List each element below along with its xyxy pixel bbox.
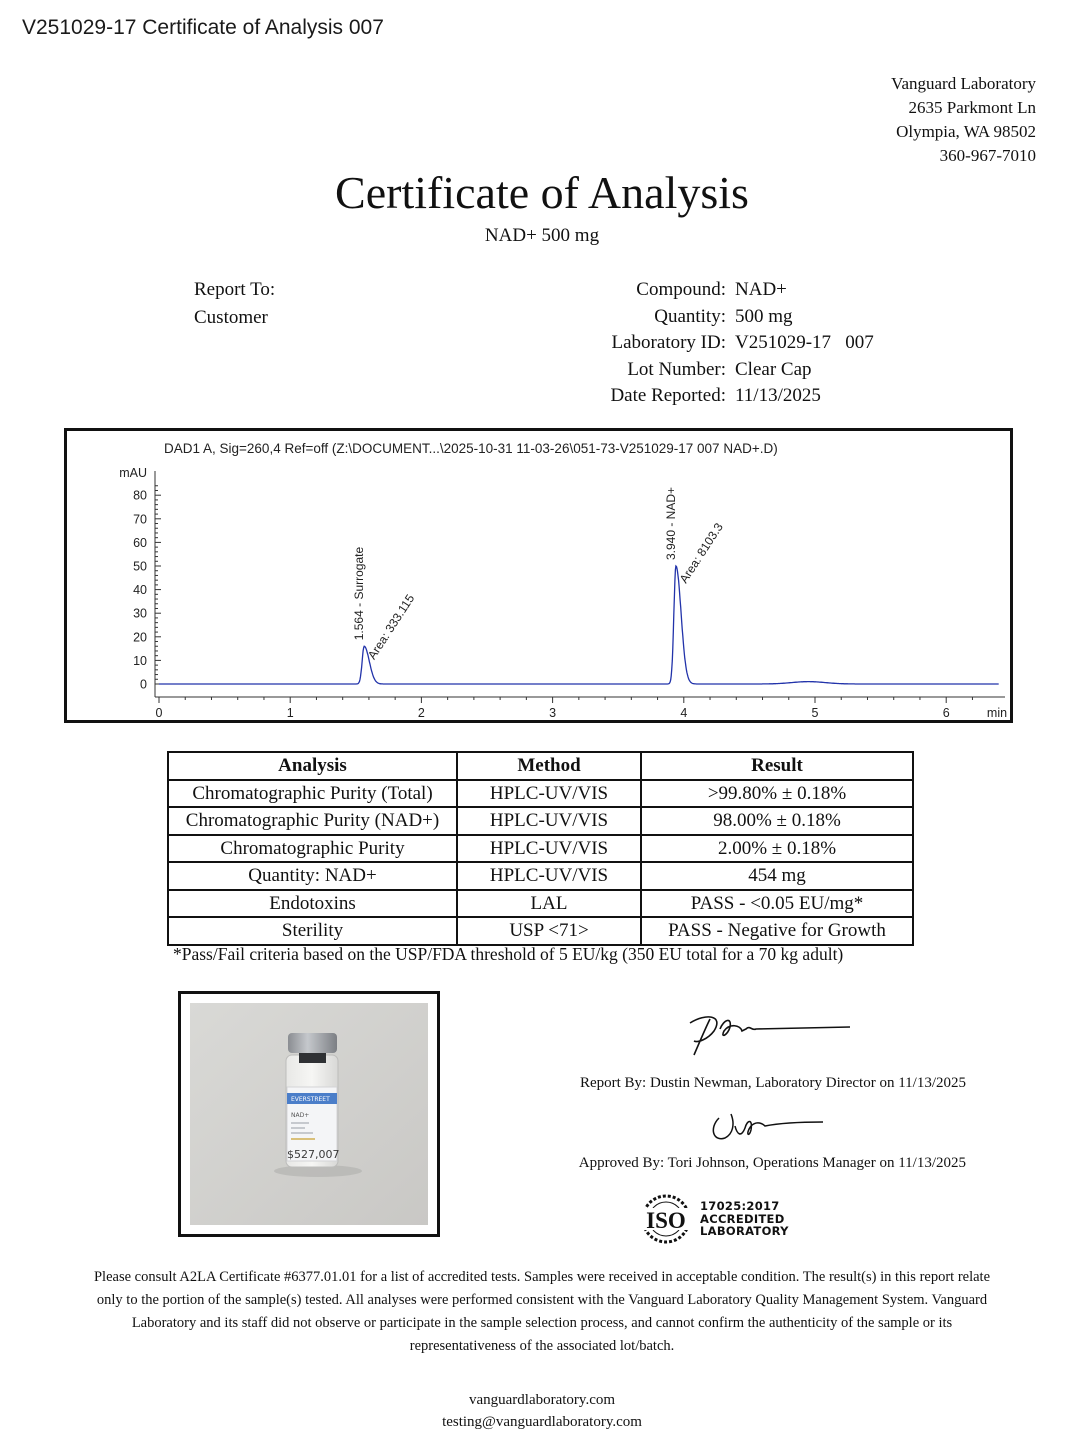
table-cell: Chromatographic Purity (NAD+) xyxy=(168,807,457,835)
x-axis-label: min xyxy=(986,706,1008,720)
peak-label: 1.564 - Surrogate xyxy=(352,546,367,641)
table-cell: HPLC-UV/VIS xyxy=(457,835,641,863)
chart-title: DAD1 A, Sig=260,4 Ref=off (Z:\DOCUMENT...\2025-10-31 11-03-26\051-73-V251029-17 007 NAD+.D) xyxy=(164,441,778,456)
y-tick-label: 70 xyxy=(133,512,147,527)
peak-area-label: Area: 333.115 xyxy=(364,591,418,662)
website-link[interactable]: vanguardlaboratory.com xyxy=(468,1392,616,1408)
table-footnote: *Pass/Fail criteria based on the USP/FDA threshold of 5 EU/kg (350 EU total for a 70 kg adult) xyxy=(173,944,844,964)
info-value: V251029-17 007 xyxy=(735,332,874,353)
table-cell: Sterility xyxy=(168,917,457,945)
vial-product-text: NAD+ xyxy=(291,1112,310,1119)
iso-standard: 17025:2017 xyxy=(700,1199,780,1214)
table-row xyxy=(168,780,913,808)
info-row-lot-number xyxy=(560,357,874,384)
table-cell: >99.80% ± 0.18% xyxy=(641,780,913,808)
y-tick-label: 10 xyxy=(133,653,147,668)
table-cell: Endotoxins xyxy=(168,890,457,918)
table-cell: Quantity: NAD+ xyxy=(168,862,457,890)
report-to-label: Report To: xyxy=(194,279,276,300)
x-tick-label: 6 xyxy=(942,706,950,720)
table-cell: Chromatographic Purity (Total) xyxy=(168,780,457,808)
x-tick-label: 2 xyxy=(417,706,425,720)
table-row xyxy=(168,807,913,835)
y-axis-label: mAU xyxy=(119,466,147,480)
info-value: NAD+ xyxy=(735,279,787,300)
director-signature xyxy=(680,1005,860,1065)
table-row xyxy=(168,890,913,918)
y-tick-label: 40 xyxy=(133,583,147,598)
table-cell: LAL xyxy=(457,890,641,918)
report-to xyxy=(194,276,275,332)
contact-info xyxy=(0,1389,1084,1433)
info-label: Date Reported: xyxy=(610,385,726,406)
y-tick-label: 80 xyxy=(133,488,147,503)
document-title: Certificate of Analysis xyxy=(335,167,749,218)
info-row-date-reported xyxy=(560,383,874,410)
chromatogram-frame xyxy=(64,428,1013,723)
table-cell: Chromatographic Purity xyxy=(168,835,457,863)
info-label: Quantity: xyxy=(654,305,726,327)
table-cell: PASS - <0.05 EU/mg* xyxy=(641,890,913,918)
table-header-row xyxy=(168,752,913,780)
info-value: Clear Cap xyxy=(735,358,812,380)
x-tick-label: 1 xyxy=(286,706,294,720)
window-title: V251029-17 Certificate of Analysis 007 xyxy=(22,16,384,39)
info-label: Compound: xyxy=(636,279,726,300)
iso-text xyxy=(700,1200,789,1238)
table-cell: 454 mg xyxy=(641,862,913,890)
vial-code-text: $527,007 xyxy=(287,1148,340,1161)
results-table xyxy=(167,751,914,946)
lab-name: Vanguard Laboratory xyxy=(891,74,1036,93)
iso-laboratory: LABORATORY xyxy=(700,1224,789,1239)
table-cell: HPLC-UV/VIS xyxy=(457,862,641,890)
chromatogram-trace xyxy=(159,566,999,684)
sample-info xyxy=(560,277,874,410)
iso-logo-text: ISO xyxy=(646,1208,686,1233)
info-value: 500 mg xyxy=(735,305,793,327)
table-row xyxy=(168,917,913,945)
document-subtitle: NAD+ 500 mg xyxy=(484,225,600,246)
y-tick-label: 30 xyxy=(133,606,147,621)
table-row xyxy=(168,835,913,863)
column-header: Method xyxy=(457,752,641,780)
y-tick-label: 20 xyxy=(133,630,147,645)
y-tick-label: 60 xyxy=(133,535,147,550)
lab-phone: 360-967-7010 xyxy=(939,146,1036,165)
manager-signature xyxy=(705,1104,835,1148)
column-header: Result xyxy=(641,752,913,780)
product-vial-photo xyxy=(190,1003,428,1225)
table-cell: PASS - Negative for Growth xyxy=(641,917,913,945)
peak-label: 3.940 - NAD+ xyxy=(663,486,678,560)
product-photo-frame xyxy=(178,991,440,1237)
table-cell: HPLC-UV/VIS xyxy=(457,780,641,808)
disclaimer: Please consult A2LA Certificate #6377.01.01 for a list of accredited tests. Samples were received in acceptable condition. The result(s) in this report relate only to the portion of the sample(s) tested. All analyses were performed consistent with the Vanguard Laboratory Quality Management System. Vanguard Laboratory and its staff did not observe or participate in the sample selection process, and cannot confirm the authenticity of the sample or its representativeness of the associated lot/batch. xyxy=(93,1269,991,1354)
y-tick-label: 0 xyxy=(140,677,147,692)
lab-street: 2635 Parkmont Ln xyxy=(908,98,1036,117)
table-cell: 98.00% ± 0.18% xyxy=(641,807,913,835)
info-row-compound xyxy=(560,277,874,304)
table-row xyxy=(168,862,913,890)
lab-city: Olympia, WA 98502 xyxy=(896,122,1036,141)
iso-logo-icon xyxy=(638,1193,694,1245)
info-value: 11/13/2025 xyxy=(735,385,821,406)
approved-by-line: Approved By: Tori Johnson, Operations Manager on 11/13/2025 xyxy=(578,1155,966,1171)
lab-address xyxy=(891,72,1036,168)
x-tick-label: 3 xyxy=(549,706,557,720)
peak-area-label: Area: 8103.3 xyxy=(676,520,726,586)
info-label: Laboratory ID: xyxy=(611,332,726,353)
info-row-quantity xyxy=(560,304,874,331)
y-tick-label: 50 xyxy=(133,559,147,574)
x-tick-label: 0 xyxy=(155,706,163,720)
report-by-line: Report By: Dustin Newman, Laboratory Director on 11/13/2025 xyxy=(579,1075,966,1091)
iso-accreditation-badge xyxy=(638,1193,789,1245)
chromatogram-chart xyxy=(67,431,1010,720)
table-cell: 2.00% ± 0.18% xyxy=(641,835,913,863)
info-row-laboratory-id xyxy=(560,330,874,357)
column-header: Analysis xyxy=(168,752,457,780)
email-link[interactable]: testing@vanguardlaboratory.com xyxy=(442,1414,642,1430)
info-label: Lot Number: xyxy=(627,358,726,380)
table-cell: HPLC-UV/VIS xyxy=(457,807,641,835)
report-to-value: Customer xyxy=(194,307,268,328)
x-tick-label: 4 xyxy=(680,706,688,720)
iso-accredited: ACCREDITED xyxy=(700,1211,785,1226)
vial-brand-text: EVERSTREET xyxy=(291,1096,330,1103)
x-tick-label: 5 xyxy=(811,706,819,720)
table-cell: USP <71> xyxy=(457,917,641,945)
